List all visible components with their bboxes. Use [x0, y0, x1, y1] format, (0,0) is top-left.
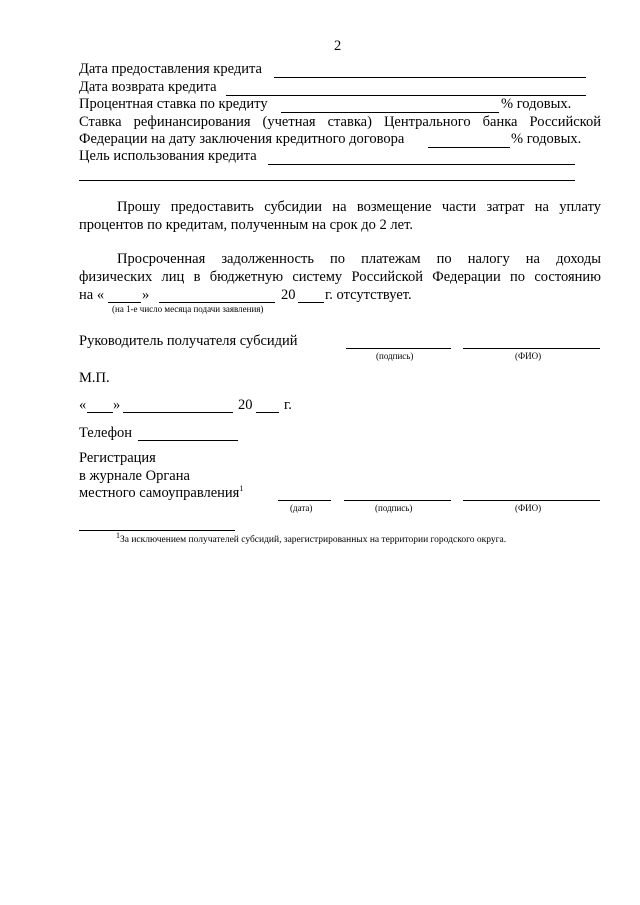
- refinance-line-1: Ставка рефинансирования (учетная ставка) Центрального банка Российской: [79, 114, 601, 130]
- return-date-label: Дата возврата кредита: [79, 79, 217, 95]
- credit-date-field[interactable]: [274, 77, 586, 78]
- date-day-field[interactable]: [87, 412, 113, 413]
- date-year-prefix: 20: [238, 397, 253, 413]
- purpose-field-continuation[interactable]: [79, 180, 575, 181]
- debt-date-suffix: г. отсутствует.: [325, 287, 412, 303]
- head-signature-label: Руководитель получателя субсидий: [79, 333, 298, 349]
- debt-line-1: Просроченная задолженность по платежам по налогу на доходы: [117, 251, 601, 267]
- head-name-caption: (ФИО): [515, 351, 542, 361]
- stamp-label: М.П.: [79, 370, 110, 386]
- footnote-separator: [79, 530, 235, 531]
- date-open-quote: «: [79, 397, 87, 413]
- debt-year-field[interactable]: [298, 302, 324, 303]
- purpose-field[interactable]: [268, 164, 575, 165]
- head-name-field[interactable]: [463, 348, 600, 349]
- registration-name-caption: (ФИО): [515, 503, 542, 513]
- rate-suffix: % годовых.: [501, 96, 572, 112]
- phone-label: Телефон: [79, 425, 132, 441]
- debt-year-prefix: 20: [281, 287, 296, 303]
- refinance-rate-field[interactable]: [428, 147, 510, 148]
- request-line-1: Прошу предоставить субсидии на возмещение части затрат на уплату: [117, 199, 601, 215]
- head-signature-caption: (подпись): [376, 351, 414, 361]
- date-month-field[interactable]: [123, 412, 233, 413]
- credit-date-label: Дата предоставления кредита: [79, 61, 262, 77]
- debt-month-field[interactable]: [159, 302, 275, 303]
- footnote-text: За исключением получателей субсидий, зарегистрированных на территории городского округа.: [120, 535, 507, 545]
- refinance-suffix: % годовых.: [511, 131, 582, 147]
- rate-label: Процентная ставка по кредиту: [79, 96, 268, 112]
- date-year-field[interactable]: [256, 412, 279, 413]
- purpose-label: Цель использования кредита: [79, 148, 257, 164]
- registration-signature-caption: (подпись): [375, 503, 413, 513]
- footnote-mark: 1: [116, 530, 120, 540]
- debt-day-field[interactable]: [108, 302, 141, 303]
- debt-date-prefix: на «: [79, 287, 105, 303]
- registration-signature-field[interactable]: [344, 500, 451, 501]
- footnote-reference: 1: [239, 484, 244, 494]
- registration-date-caption: (дата): [290, 503, 313, 513]
- request-line-2: процентов по кредитам, полученным на срок до 2 лет.: [79, 217, 413, 233]
- registration-line-1: Регистрация: [79, 450, 156, 466]
- refinance-line-2: Федерации на дату заключения кредитного договора: [79, 131, 405, 147]
- debt-date-close-quote: »: [142, 287, 150, 303]
- debt-line-2: физических лиц в бюджетную систему Российской Федерации по состоянию: [79, 269, 601, 285]
- phone-field[interactable]: [138, 440, 238, 441]
- registration-line-2: в журнале Органа: [79, 468, 190, 484]
- date-suffix: г.: [284, 397, 292, 413]
- debt-date-note: (на 1-е число месяца подачи заявления): [112, 304, 264, 314]
- rate-field[interactable]: [281, 112, 499, 113]
- head-signature-field[interactable]: [346, 348, 451, 349]
- date-close-quote: »: [113, 397, 121, 413]
- page-number: 2: [334, 38, 342, 54]
- registration-line-3: местного самоуправления$^1$: [79, 484, 244, 501]
- registration-date-field[interactable]: [278, 500, 331, 501]
- registration-name-field[interactable]: [463, 500, 600, 501]
- footnote: [116, 530, 507, 545]
